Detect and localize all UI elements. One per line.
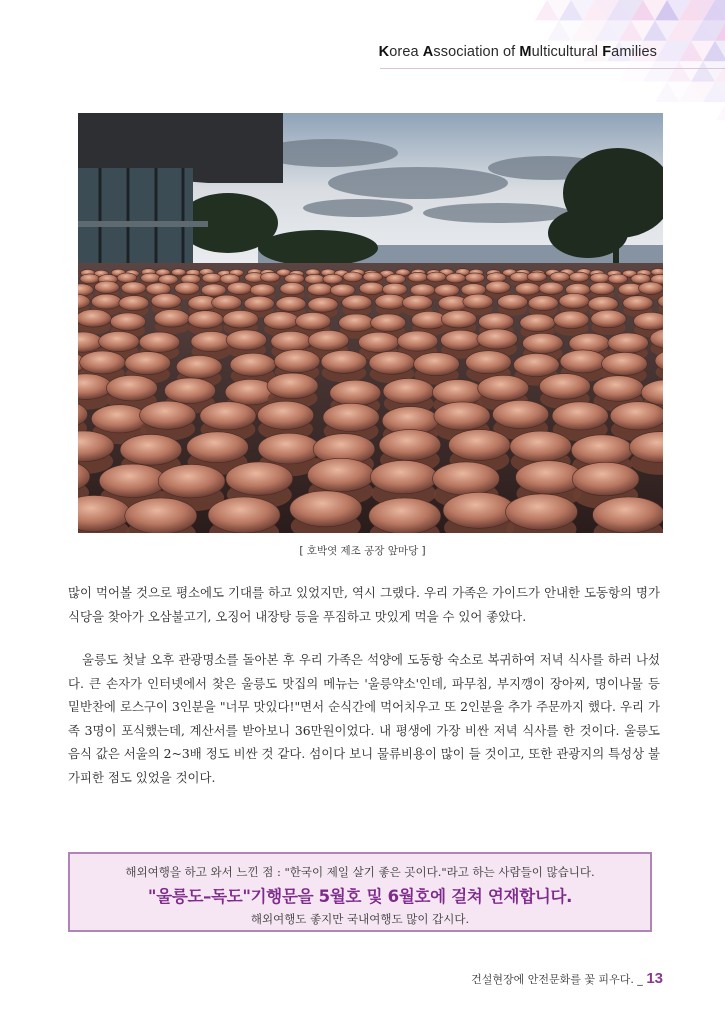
pumpkin	[554, 311, 589, 329]
pumpkin	[99, 331, 140, 351]
pumpkin	[358, 332, 399, 352]
pumpkin	[274, 350, 320, 373]
pumpkin	[308, 283, 333, 295]
pumpkin	[223, 310, 258, 328]
pumpkin	[359, 282, 384, 294]
pumpkin	[383, 378, 434, 404]
pumpkin	[330, 380, 381, 406]
pumpkin	[125, 352, 171, 375]
pumpkin	[593, 497, 663, 533]
pumpkin	[449, 430, 511, 461]
pumpkin	[175, 282, 200, 294]
footer-separator: _	[633, 973, 647, 986]
notice-headline: "울릉도–독도"기행문을 5월호 및 6월호에 걸쳐 연재합니다.	[147, 887, 573, 906]
pumpkin	[593, 376, 644, 402]
corner-triangle-pattern-icon	[535, 0, 725, 120]
title-word: Korea	[378, 44, 423, 60]
pumpkin	[267, 373, 318, 399]
pumpkin	[433, 462, 500, 495]
pumpkin	[369, 498, 441, 533]
paragraph: 울릉도 첫날 오후 관광명소를 돌아본 후 우리 가족은 석양에 도동항 숙소로 복귀하여 저녁 식사를 하러 나섰다. 큰 손자가 인터넷에서 찾은 울릉도 맛집의 메뉴는 '울릉약소'인데, 파무침, 부지깽이 장아찌, 명이나물 등 밑반찬에 로스구이 3인분을 "너무 맛있다!"면서 순식간에 먹어치우고 또 2인분을 추가 주문까지 했다. 우리 가족 3명이 포식했는데, 계산서를 받아보니 36만원이었다. 내 평생에 가장 비싼 저녁 식사를 한 것이다. 울릉도 음식 값은 서울의 2~3배 정도 비싼 것 같다. 섬이다 보니 물류비용이 많이 들 것이고, 또한 관광지의 특성상 불가피한 점도 있었을 것이다.	[68, 652, 660, 785]
pumpkin	[226, 462, 293, 495]
pumpkin	[80, 274, 100, 284]
pumpkin	[258, 401, 314, 429]
pumpkin	[638, 282, 663, 294]
pumpkin	[276, 297, 306, 312]
pumpkin	[106, 375, 157, 401]
pumpkin	[271, 331, 312, 351]
pumpkin	[520, 314, 555, 332]
pumpkin	[465, 273, 485, 283]
pumpkin	[610, 402, 663, 430]
pumpkin	[117, 273, 137, 283]
pumpkin	[260, 272, 280, 282]
pumpkin	[375, 294, 405, 309]
pumpkin	[623, 296, 653, 311]
pumpkin	[342, 295, 372, 310]
pumpkin	[201, 284, 226, 296]
pumpkin	[280, 283, 305, 295]
pumpkin	[78, 310, 111, 328]
pumpkin	[305, 274, 325, 284]
pumpkin	[477, 329, 518, 349]
pumpkin	[550, 272, 570, 282]
pumpkin	[369, 351, 415, 374]
pumpkin	[99, 464, 166, 497]
pumpkin	[154, 310, 189, 328]
pumpkin	[590, 282, 615, 294]
pumpkin	[443, 492, 515, 528]
pumpkin	[230, 353, 276, 376]
pumpkin	[528, 296, 558, 311]
pumpkin	[441, 330, 482, 350]
pumpkin	[435, 284, 460, 296]
pumpkin	[434, 402, 490, 430]
pumpkin	[200, 402, 256, 430]
pumpkin	[410, 284, 435, 296]
title-word: Multicultural	[519, 44, 603, 60]
pumpkin	[202, 273, 222, 283]
pumpkin	[588, 297, 618, 312]
footer-slogan: 건설현장에 안전문화를 꽃 피우다.	[471, 973, 634, 986]
pumpkin	[397, 331, 438, 351]
pumpkin	[95, 281, 120, 293]
pumpkin	[120, 434, 182, 465]
pumpkin	[552, 402, 608, 430]
pumpkin	[441, 310, 476, 328]
pumpkin	[151, 294, 181, 309]
pumpkin	[363, 272, 383, 282]
pumpkin	[559, 294, 589, 309]
pumpkin	[590, 273, 610, 283]
pumpkin	[141, 273, 161, 283]
pumpkin	[187, 432, 249, 463]
pumpkin	[339, 314, 374, 332]
pumpkin	[479, 313, 514, 331]
pumpkin	[323, 274, 343, 284]
pumpkin	[172, 269, 186, 276]
photo-caption: [ 호박엿 제조 공장 앞마당 ]	[299, 545, 426, 557]
pumpkin	[165, 378, 216, 404]
pumpkin	[121, 282, 146, 294]
pumpkin	[125, 498, 197, 533]
pumpkin	[539, 282, 564, 294]
pumpkin	[386, 274, 406, 284]
header-divider	[380, 68, 725, 69]
pumpkin	[321, 350, 367, 373]
pumpkin	[382, 283, 407, 295]
pumpkin	[463, 294, 493, 309]
pumpkin-field-photo	[78, 113, 663, 533]
pumpkin	[212, 295, 242, 310]
pumpkin	[446, 273, 466, 283]
title-word: Association of	[422, 44, 520, 60]
pumpkin	[572, 462, 639, 495]
pumpkin	[264, 312, 299, 330]
pumpkin	[208, 497, 280, 533]
pumpkin	[379, 430, 441, 461]
page-number: 13	[646, 970, 663, 987]
pumpkin	[478, 375, 529, 401]
pumpkin	[308, 458, 375, 491]
pumpkin	[506, 494, 578, 530]
pumpkin	[139, 332, 180, 352]
pumpkin	[330, 284, 355, 296]
pumpkin	[80, 351, 126, 374]
pumpkin	[295, 312, 330, 330]
pumpkin	[569, 272, 589, 282]
pumpkin	[514, 354, 560, 377]
pumpkin	[608, 274, 628, 284]
pumpkin	[602, 352, 648, 375]
pumpkin	[510, 272, 530, 282]
pumpkin	[110, 313, 145, 331]
title-word: Families	[602, 44, 657, 60]
pumpkin	[188, 311, 223, 329]
pumpkin	[560, 350, 606, 373]
pumpkin	[140, 401, 196, 429]
pumpkin	[191, 332, 232, 352]
page-footer	[471, 970, 663, 987]
pumpkin	[371, 314, 406, 332]
deco-triangle	[715, 102, 725, 120]
pumpkin	[91, 405, 147, 433]
pumpkin	[285, 274, 305, 284]
pumpkin	[571, 435, 633, 466]
pumpkin	[370, 460, 437, 493]
serial-notice-box	[68, 852, 652, 932]
pumpkin	[176, 356, 222, 379]
pumpkin	[515, 283, 540, 295]
pumpkin	[290, 491, 362, 527]
pumpkin	[486, 281, 511, 293]
pumpkin	[591, 310, 626, 328]
pumpkin	[226, 330, 267, 350]
paragraph: 많이 먹어볼 것으로 평소에도 기대를 하고 있었지만, 역시 그랬다. 우리 가족은 가이드가 안내한 도동항의 명가식당을 찾아가 오삼불고기, 오징어 내장탕 등을 푸짐하고 맛있게 먹을 수 있어 좋았다.	[68, 585, 660, 624]
pumpkin	[493, 400, 549, 428]
pumpkin	[343, 272, 363, 282]
pumpkin	[158, 465, 225, 498]
pumpkin	[608, 333, 649, 353]
pumpkin-field-icon	[78, 113, 663, 533]
pumpkin	[432, 380, 483, 406]
pumpkin	[466, 351, 512, 374]
pumpkin	[119, 296, 149, 311]
pumpkin	[244, 296, 274, 311]
notice-footnote: 해외여행도 좋지만 국내여행도 많이 갑시다.	[250, 912, 470, 926]
pumpkin	[308, 330, 349, 350]
notice-intro: 해외여행을 하고 와서 느낀 점 : "한국이 제일 살기 좋은 곳이다."라고 하는 사람들이 많습니다.	[125, 865, 595, 879]
header-title	[379, 44, 657, 60]
pumpkin	[414, 353, 460, 376]
pumpkin	[523, 333, 564, 353]
pumpkin	[539, 374, 590, 400]
pumpkin	[498, 295, 528, 310]
pumpkin	[308, 297, 338, 312]
pumpkin	[634, 312, 664, 330]
pumpkin	[510, 431, 572, 462]
pumpkin	[402, 295, 432, 310]
pumpkin	[323, 403, 379, 431]
pumpkin	[91, 294, 121, 309]
pumpkin	[408, 272, 428, 282]
pumpkin	[250, 284, 275, 296]
pumpkin	[227, 282, 252, 294]
pumpkin	[427, 272, 447, 282]
pumpkin	[527, 272, 547, 282]
pumpkin	[258, 433, 320, 464]
